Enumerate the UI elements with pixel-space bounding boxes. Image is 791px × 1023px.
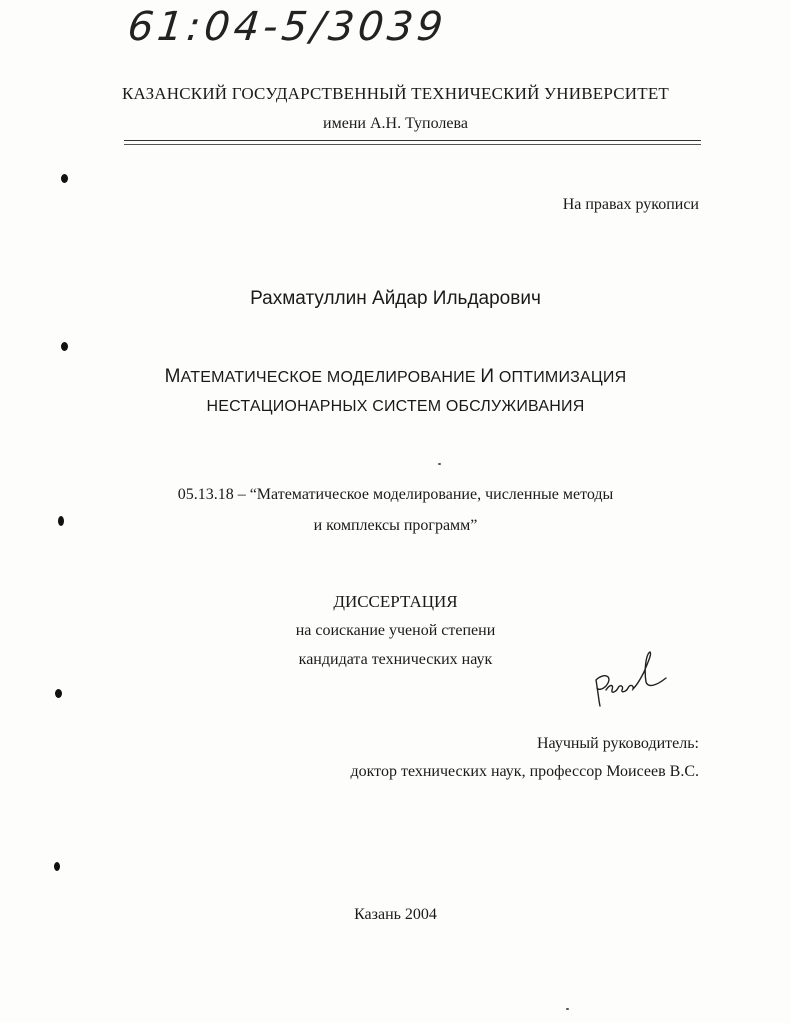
title-initial-cap: М [164, 366, 181, 387]
city-year: Казань 2004 [354, 906, 437, 923]
specialty-line-2: и комплексы программ” [313, 517, 478, 534]
supervisor-label: Научный руководитель: [536, 735, 699, 752]
title-line-1 [0, 366, 791, 388]
author-name: Рахматуллин Айдар Ильдарович [250, 288, 541, 309]
stray-mark [438, 463, 441, 465]
header-rule-bottom [124, 144, 701, 145]
signature [590, 650, 670, 710]
university-named-after: имени А.Н. Туполева [323, 115, 468, 132]
stray-mark-bottom [566, 1008, 569, 1010]
supervisor-name: доктор технических наук, профессор Моисеев В.С. [350, 763, 699, 780]
title-line-1-part: АТЕМАТИЧЕСКОЕ МОДЕЛИРОВАНИЕ [180, 369, 481, 386]
punch-hole-2 [61, 342, 68, 351]
punch-hole-4 [55, 689, 62, 698]
degree-line-1: на соискание ученой степени [295, 622, 496, 639]
punch-hole-1 [61, 174, 68, 183]
punch-hole-3 [58, 516, 64, 526]
degree-line-2: кандидата технических наук [298, 651, 493, 668]
header-rule-top [124, 140, 701, 141]
document-type: ДИССЕРТАЦИЯ [333, 592, 458, 611]
handwritten-inventory-number: 61:04-5/3039 [125, 4, 449, 50]
university-name: КАЗАНСКИЙ ГОСУДАРСТВЕННЫЙ ТЕХНИЧЕСКИЙ УНИВЕРСИТЕТ [121, 84, 669, 103]
title-line-1-end: ОПТИМИЗАЦИЯ [494, 369, 627, 386]
title-second-cap: И [480, 366, 495, 387]
manuscript-rights: На правах рукописи [562, 196, 699, 213]
specialty-line-1: 05.13.18 – “Математическое моделирование, численные методы [177, 486, 614, 503]
punch-hole-5 [54, 862, 60, 871]
title-line-2: НЕСТАЦИОНАРНЫХ СИСТЕМ ОБСЛУЖИВАНИЯ [206, 398, 585, 415]
